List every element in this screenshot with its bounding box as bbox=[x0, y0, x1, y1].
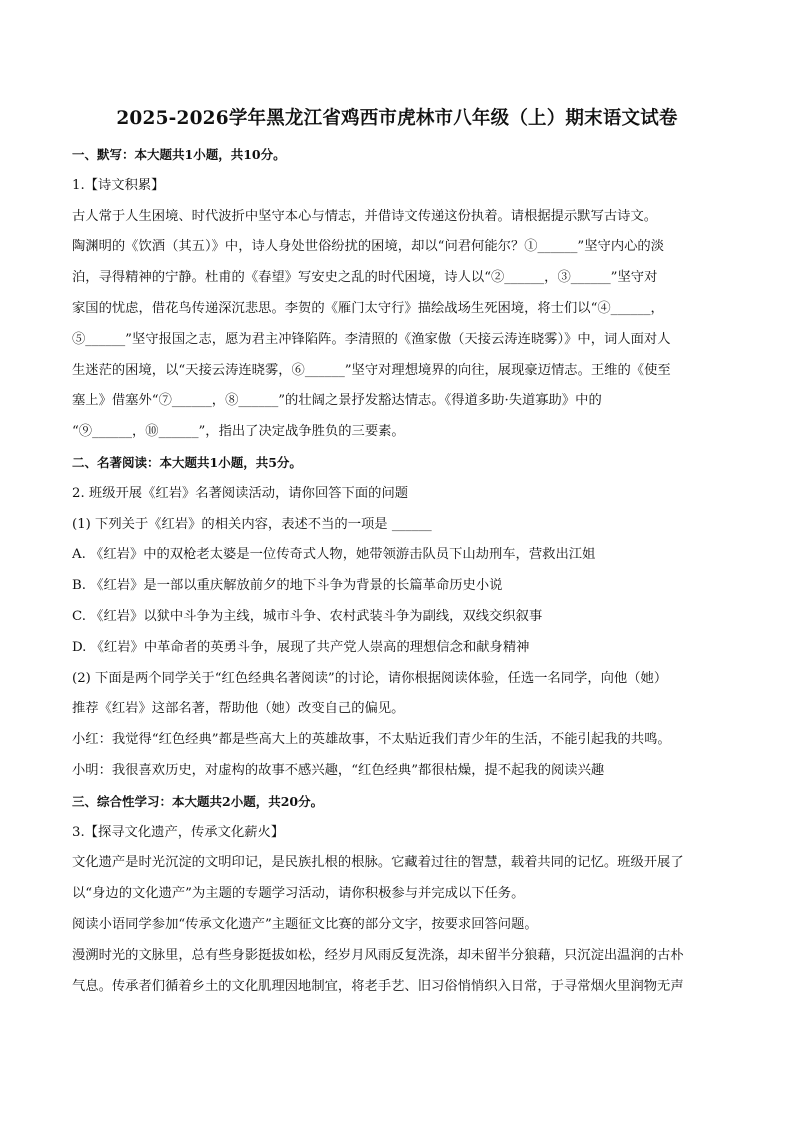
option-b: B. 《红岩》是一部以重庆解放前夕的地下斗争为背景的长篇革命历史小说 bbox=[72, 578, 503, 594]
option-c: C. 《红岩》以狱中斗争为主线，城市斗争、农村武装斗争为副线，双线交织叙事 bbox=[72, 608, 543, 624]
question-3-intro-line: 以“身边的文化遗产”为主题的专题学习活动，请你积极参与并完成以下任务。 bbox=[72, 886, 525, 902]
student-xiaoming: 小明：我很喜欢历史，对虚构的故事不感兴趣，“红色经典”都很枯燥，提不起我的阅读兴趣 bbox=[72, 762, 605, 778]
question-1-intro: 古人常于人生困境、时代波折中坚守本心与情志，并借诗文传递这份执着。请根据提示默写古诗文。 bbox=[72, 208, 658, 224]
question-2-part-1: (1) 下列关于《红岩》的相关内容，表述不当的一项是 ______ bbox=[72, 516, 432, 532]
option-a: A. 《红岩》中的双枪老太婆是一位传奇式人物，她带领游击队员下山劫刑车，营救出江姐 bbox=[72, 547, 596, 563]
essay-text-line: 气息。传承者们循着乡土的文化肌理因地制宜，将老手艺、旧习俗悄悄织入日常，于寻常烟火里润物无声 bbox=[72, 978, 684, 994]
question-1-heading: 1.【诗文积累】 bbox=[72, 177, 165, 193]
section-heading-3: 三、综合性学习：本大题共2小题，共20分。 bbox=[72, 793, 324, 809]
option-d: D. 《红岩》中革命者的英勇斗争，展现了共产党人崇高的理想信念和献身精神 bbox=[72, 639, 530, 655]
student-xiaohong: 小红：我觉得“红色经典”都是些高大上的英雄故事，不太贴近我们青少年的生活，不能引起我的共鸣。 bbox=[72, 732, 671, 748]
question-2-heading: 2. 班级开展《红岩》名著阅读活动，请你回答下面的问题 bbox=[72, 485, 409, 501]
question-1-text-line: 生迷茫的困境，以“天接云涛连晓雾，⑥______”坚守对理想境界的向往，展现豪迈情志。王维的《使至 bbox=[72, 362, 671, 378]
question-2-part-2: (2) 下面是两个同学关于“红色经典名著阅读”的讨论，请你根据阅读体验，任选一名同学，向他（她） bbox=[72, 670, 668, 686]
question-1-text-line: ⑤______”坚守报国之志，愿为君主冲锋陷阵。李清照的《渔家傲（天接云涛连晓雾）》中，词人面对人 bbox=[72, 331, 671, 347]
question-3-heading: 3.【探寻文化遗产，传承文化薪火】 bbox=[72, 824, 285, 840]
question-1-text-line: 塞上》借塞外“⑦______，⑧______”的壮阔之景抒发豁达情志。《得道多助·失道寡助》中的 bbox=[72, 393, 602, 409]
question-1-text-line: “⑨______，⑩______”，指出了决定战争胜负的三要素。 bbox=[72, 424, 405, 440]
document-body bbox=[72, 140, 724, 1002]
question-3-intro-line: 文化遗产是时光沉淀的文明印记，是民族扎根的根脉。它藏着过往的智慧，载着共同的记忆。班级开展了 bbox=[72, 855, 684, 871]
question-1-text-line: 泊，寻得精神的宁静。杜甫的《春望》写安史之乱的时代困境，诗人以“②______，③______”坚守对 bbox=[72, 270, 658, 286]
question-2-part-2-cont: 推荐《红岩》这部名著，帮助他（她）改变自己的偏见。 bbox=[72, 701, 405, 717]
question-3-instruction: 阅读小语同学参加“传承文化遗产”主题征文比赛的部分文字，按要求回答问题。 bbox=[72, 916, 538, 932]
question-1-text-line: 家国的忧虑，借花鸟传递深沉悲思。李贺的《雁门太守行》描绘战场生死困境，将士们以“④______， bbox=[72, 300, 664, 316]
page-title: 2025-2026学年黑龙江省鸡西市虎林市八年级（上）期末语文试卷 bbox=[116, 108, 678, 129]
section-heading-1: 一、默写：本大题共1小题，共10分。 bbox=[72, 147, 286, 162]
question-1-text-line: 陶渊明的《饮酒（其五）》中，诗人身处世俗纷扰的困境，却以“问君何能尔？①______”坚守内心的淡 bbox=[72, 239, 665, 255]
section-heading-2: 二、名著阅读：本大题共1小题，共5分。 bbox=[72, 454, 302, 470]
essay-text-line: 漫溯时光的文脉里，总有些身影挺拔如松，经岁月风雨反复洗涤，却未留半分狼藉，只沉淀出温润的古朴 bbox=[72, 947, 684, 963]
